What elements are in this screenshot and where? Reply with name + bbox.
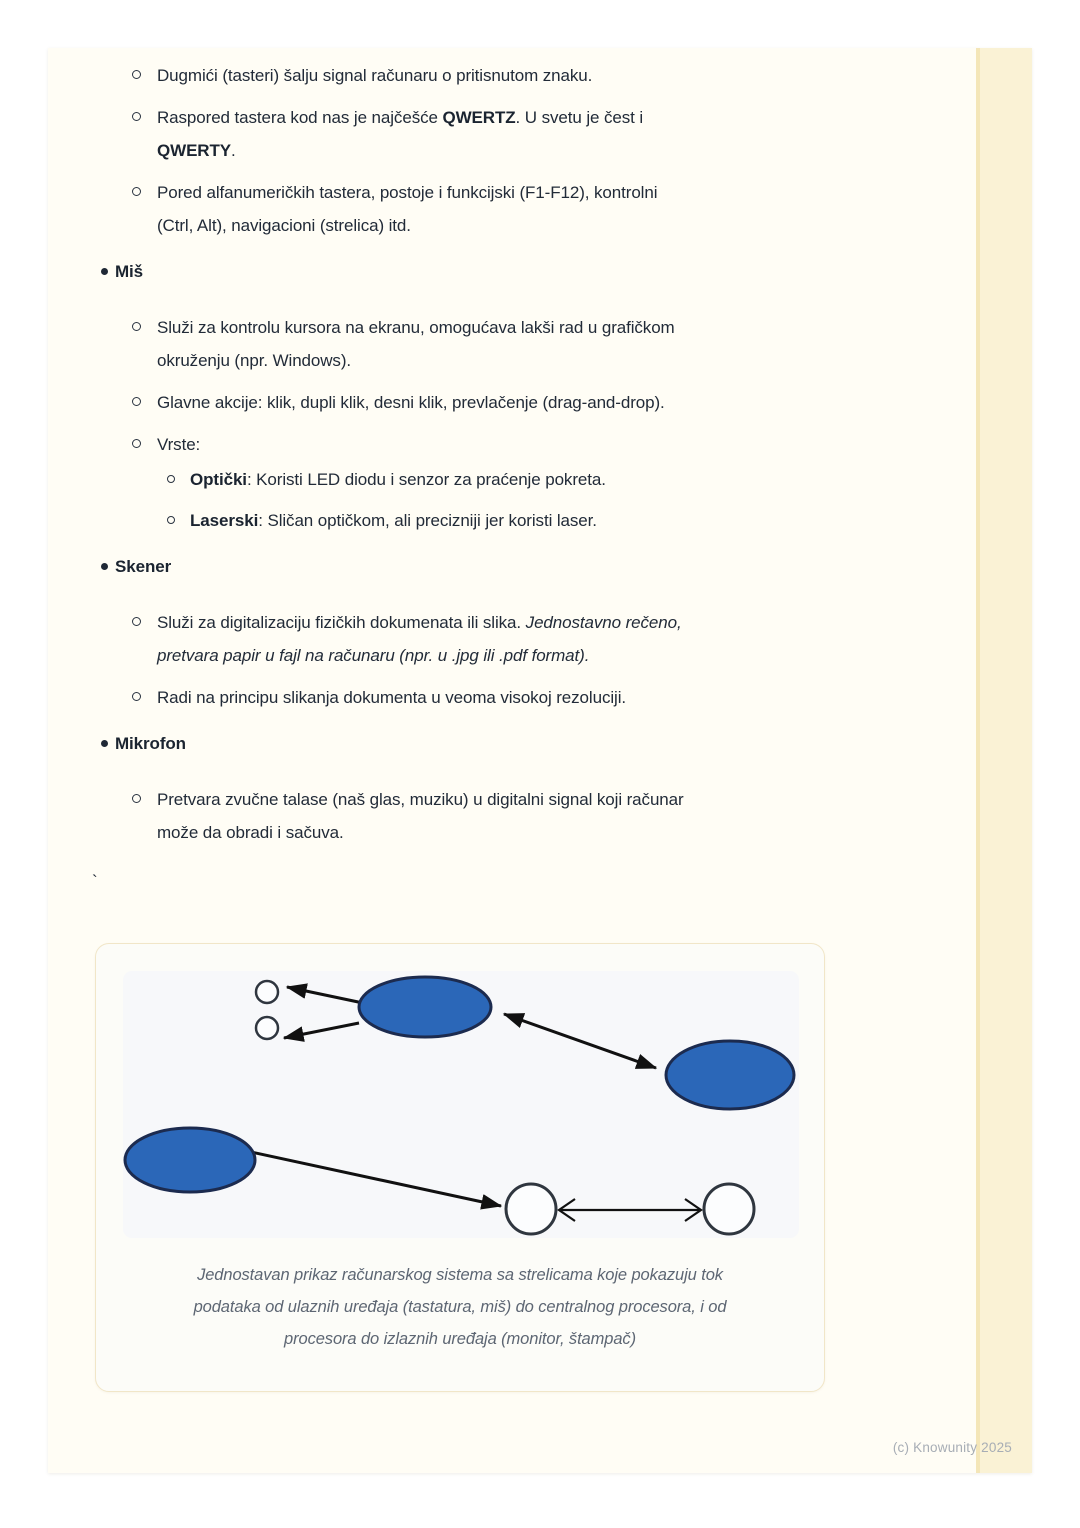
text-run: (Ctrl, Alt), navigacioni (strelica) itd. [157, 216, 411, 235]
caption-line: Jednostavan prikaz računarskog sistema sa strelicama koje pokazuju tok [197, 1266, 723, 1284]
list-item [48, 176, 1032, 242]
text-run: : Sličan optičkom, ali precizniji jer koristi laser. [258, 511, 597, 530]
bullet-circle-icon [132, 617, 141, 626]
stray-backtick: ` [92, 872, 98, 891]
text-run: Vrste: [157, 435, 201, 454]
list-item [48, 783, 1032, 849]
arrow-bottom-ellipse-to-circle [251, 1152, 501, 1206]
text-line [157, 386, 665, 419]
double-arrow-top-right [504, 1014, 656, 1068]
text-run: može da obradi i sačuva. [157, 823, 344, 842]
text-run: QWERTZ [442, 108, 516, 127]
bullet-circle-icon [132, 112, 141, 121]
list-item [48, 606, 1032, 672]
text-run: Pored alfanumeričkih tastera, postoje i funkcijski (F1-F12), kontrolni [157, 183, 658, 202]
text-line [157, 816, 684, 849]
text-line [157, 59, 592, 92]
text-run: Laserski [190, 511, 259, 530]
text-run: Služi za digitalizaciju fizičkih dokumenata ili slika. [157, 613, 526, 632]
document-page [48, 48, 1032, 1473]
text-line [190, 504, 597, 537]
list-item [48, 463, 1032, 496]
figure-caption [96, 1259, 824, 1355]
text-run: Jednostavno rečeno, [525, 613, 682, 632]
text-line [157, 311, 675, 344]
text-line [115, 255, 143, 288]
text-run: : Koristi LED diodu i senzor za praćenje pokreta. [246, 470, 606, 489]
caption-line: podataka od ulaznih uređaja (tastatura, miš) do centralnog procesora, i od [193, 1298, 727, 1316]
text-line [157, 639, 682, 672]
text-run: Mikrofon [115, 734, 186, 753]
blue-ellipse-right [666, 1041, 794, 1109]
text-line [190, 463, 606, 496]
bullet-circle-icon [167, 516, 175, 524]
bullet-circle-icon [167, 475, 175, 483]
arrow-top-ellipse-to-circle-2 [284, 1023, 359, 1038]
text-line [157, 209, 657, 242]
caption-line: procesora do izlaznih uređaja (monitor, štampač) [284, 1330, 636, 1348]
list-item [48, 386, 1032, 419]
system-diagram [123, 971, 799, 1238]
text-line [115, 550, 171, 583]
list-item [48, 311, 1032, 377]
blue-ellipse-bottom-left [125, 1128, 255, 1192]
text-run: Skener [115, 557, 172, 576]
list-item [48, 101, 1032, 167]
list-item [48, 255, 1032, 288]
text-run: . U svetu je čest i [515, 108, 644, 127]
text-line [157, 134, 643, 167]
text-line [157, 681, 626, 714]
text-line [115, 727, 186, 760]
bullet-circle-icon [132, 187, 141, 196]
text-run: Radi na principu slikanja dokumenta u veoma visokoj rezoluciji. [157, 688, 626, 707]
arrow-top-ellipse-to-circle-1 [287, 987, 363, 1003]
bullet-circle-icon [132, 70, 141, 79]
list-item [48, 550, 1032, 583]
bullet-disc-icon [101, 740, 108, 747]
list-item [48, 727, 1032, 760]
text-line [157, 344, 675, 377]
blue-ellipse-top [359, 977, 491, 1037]
text-run: Miš [115, 262, 144, 281]
bullet-circle-icon [132, 322, 141, 331]
text-run: QWERTY [157, 141, 232, 160]
white-circle-bottom-1 [506, 1184, 556, 1234]
bullet-circle-icon [132, 692, 141, 701]
list-item [48, 59, 1032, 92]
list-item [48, 504, 1032, 537]
small-white-circle-1 [256, 981, 278, 1003]
figure-card [95, 943, 825, 1392]
copyright-watermark: (c) Knowunity 2025 [892, 1440, 1012, 1455]
text-line [157, 606, 682, 639]
text-run: Optički [190, 470, 247, 489]
notes-list [48, 59, 1032, 849]
list-item [48, 428, 1032, 461]
text-run: Pretvara zvučne talase (naš glas, muziku) u digitalni signal koji računar [157, 790, 684, 809]
text-line [157, 428, 200, 461]
text-run: . [231, 141, 236, 160]
page-content [48, 48, 1032, 1392]
text-run: Raspored tastera kod nas je najčešće [157, 108, 443, 127]
text-run: Dugmići (tasteri) šalju signal računaru o pritisnutom znaku. [157, 66, 593, 85]
white-circle-bottom-2 [704, 1184, 754, 1234]
text-line [157, 101, 643, 134]
bullet-disc-icon [101, 563, 108, 570]
text-run: pretvara papir u fajl na računaru (npr. u .jpg ili .pdf format). [157, 646, 590, 665]
bullet-circle-icon [132, 397, 141, 406]
bullet-disc-icon [101, 268, 108, 275]
text-run: okruženju (npr. Windows). [157, 351, 352, 370]
text-line [157, 176, 657, 209]
bullet-circle-icon [132, 794, 141, 803]
list-item [48, 681, 1032, 714]
text-run: Glavne akcije: klik, dupli klik, desni klik, prevlačenje (drag-and-drop). [157, 393, 665, 412]
text-line [157, 783, 684, 816]
small-white-circle-2 [256, 1017, 278, 1039]
bullet-circle-icon [132, 439, 141, 448]
text-run: Služi za kontrolu kursora na ekranu, omogućava lakši rad u grafičkom [157, 318, 675, 337]
diagram-canvas [123, 971, 799, 1238]
